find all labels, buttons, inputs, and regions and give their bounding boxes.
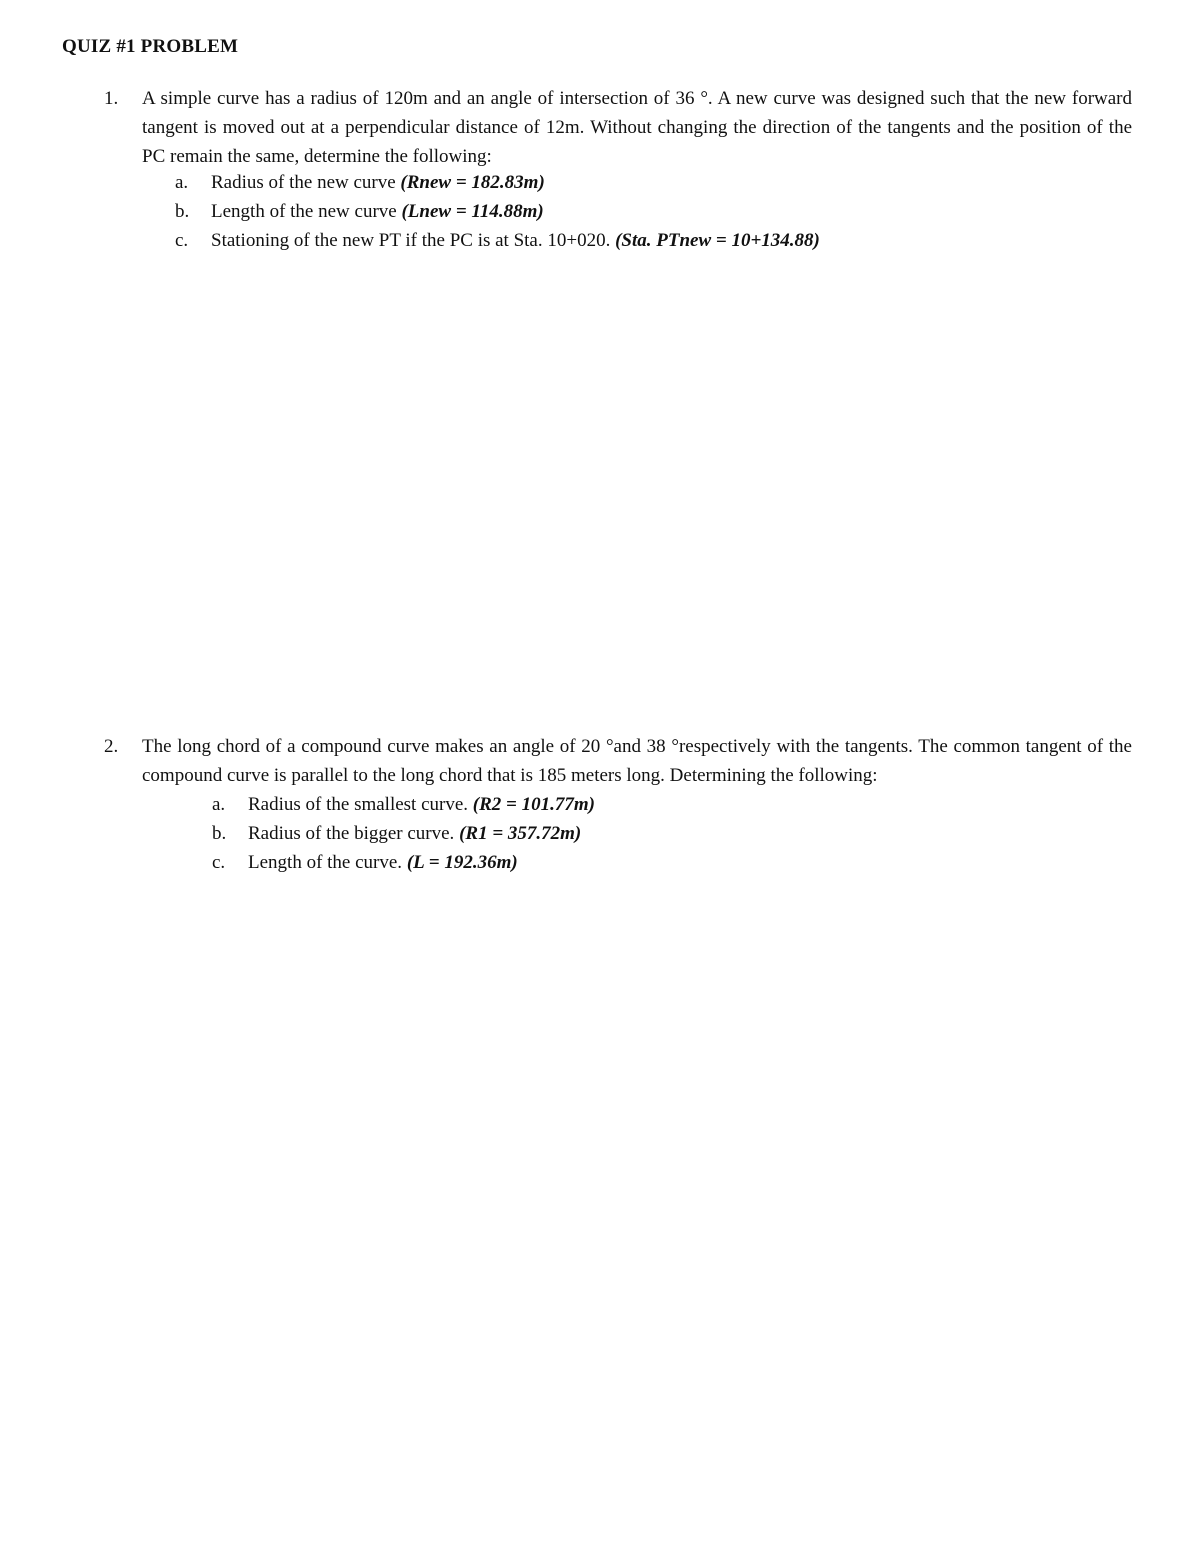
item-text: Radius of the bigger curve. bbox=[248, 823, 460, 844]
item-answer: (Rnew = 182.83m) bbox=[400, 172, 545, 193]
list-item bbox=[175, 168, 545, 197]
problem-1 bbox=[104, 84, 1132, 171]
problem-2 bbox=[104, 732, 1132, 790]
list-item bbox=[212, 790, 595, 819]
item-text: Stationing of the new PT if the PC is at Sta. 10+020. bbox=[211, 230, 616, 251]
quiz-title: QUIZ #1 PROBLEM bbox=[62, 36, 239, 57]
list-item bbox=[212, 848, 518, 877]
item-answer: (R2 = 101.77m) bbox=[472, 794, 595, 815]
list-item bbox=[175, 197, 544, 226]
item-text: Length of the curve. bbox=[248, 852, 407, 873]
item-letter: b. bbox=[175, 201, 190, 222]
item-text: Radius of the smallest curve. bbox=[248, 794, 473, 815]
item-letter: a. bbox=[212, 794, 226, 815]
list-item bbox=[212, 819, 581, 848]
problem-text: A simple curve has a radius of 120m and an angle of intersection of 36 °. A new curve was designed such that the new forward tangent is moved out at a perpendicular distance of 12m. Without changing the direction of the tangents and the position of the PC remain the same, determine the following: bbox=[142, 88, 1132, 167]
item-answer: (Sta. PTnew = 10+134.88) bbox=[615, 230, 820, 251]
item-text: Radius of the new curve bbox=[211, 172, 401, 193]
item-letter: c. bbox=[212, 852, 226, 873]
item-letter: b. bbox=[212, 823, 227, 844]
item-answer: (L = 192.36m) bbox=[406, 852, 518, 873]
item-letter: a. bbox=[175, 172, 189, 193]
problem-number: 2. bbox=[104, 736, 119, 757]
item-letter: c. bbox=[175, 230, 189, 251]
list-item bbox=[175, 226, 820, 255]
item-text: Length of the new curve bbox=[211, 201, 402, 222]
item-answer: (Lnew = 114.88m) bbox=[401, 201, 544, 222]
problem-number: 1. bbox=[104, 88, 119, 109]
problem-text: The long chord of a compound curve makes an angle of 20 °and 38 °respectively with the tangents. The common tangent of the compound curve is parallel to the long chord that is 185 meters long. Determining the following: bbox=[142, 736, 1132, 786]
item-answer: (R1 = 357.72m) bbox=[459, 823, 582, 844]
